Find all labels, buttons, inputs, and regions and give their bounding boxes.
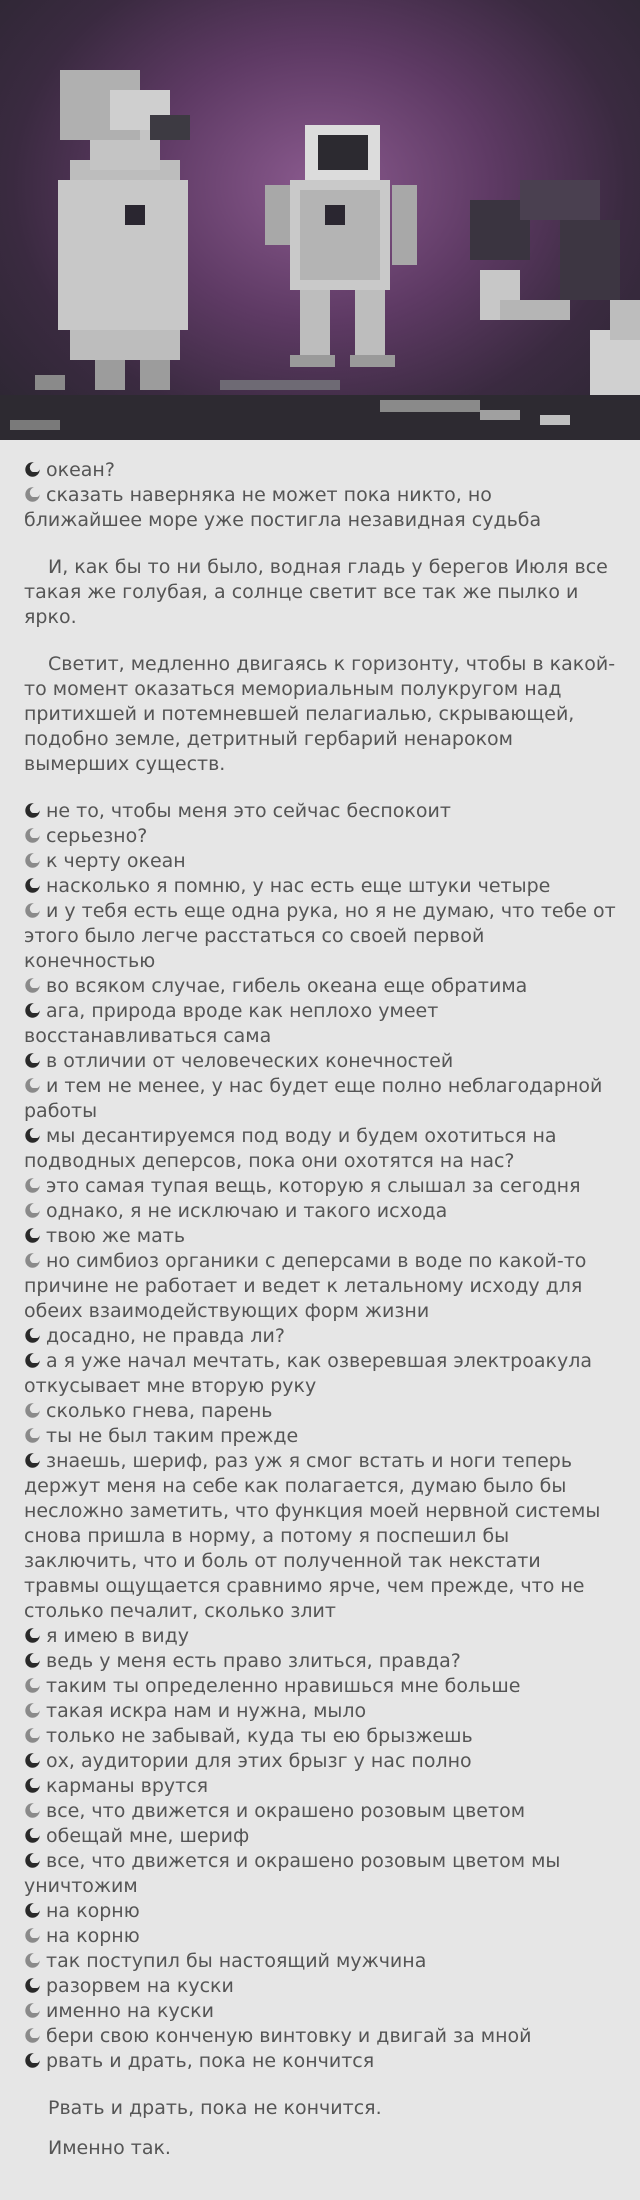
speaker-light-icon [24, 1727, 41, 1744]
center-figure [265, 125, 417, 367]
speaker-dark-icon [24, 1827, 41, 1844]
speaker-light-icon [24, 902, 41, 919]
dialogue-line [24, 1174, 616, 1199]
dialogue-text: на корню [46, 1900, 140, 1922]
dialogue-line [24, 2049, 616, 2074]
dialogue-text: мы десантируемся под воду и будем охотиться на подводных деперсов, пока они охотятся на нас? [24, 1125, 557, 1172]
ending-line-1: Рвать и драть, пока не кончится. [48, 2097, 382, 2119]
dialogue-text: серьезно? [46, 825, 148, 847]
speaker-dark-icon [24, 1777, 41, 1794]
dialogue-text: именно на куски [46, 2000, 214, 2022]
dialogue-line [24, 1449, 616, 1624]
dialogue-text: но симбиоз органики с деперсами в воде по какой-то причине не работает и ведет к летальному исходу для обеих взаимодействующих форм жизни [24, 1250, 587, 1322]
speaker-dark-icon [24, 2052, 41, 2069]
speaker-light-icon [24, 977, 41, 994]
dialogue-text: ага, природа вроде как неплохо умеет восстанавливаться сама [24, 1000, 439, 1047]
dialogue-line [24, 1949, 616, 1974]
speaker-light-icon [24, 1702, 41, 1719]
dialogue-line [24, 458, 616, 483]
dialogue-text: бери свою конченую винтовку и двигай за мной [46, 2025, 532, 2047]
speaker-light-icon [24, 827, 41, 844]
speaker-dark-icon [24, 877, 41, 894]
speaker-light-icon [24, 2027, 41, 2044]
speaker-light-icon [24, 1427, 41, 1444]
speaker-light-icon [24, 1402, 41, 1419]
dialogue-line [24, 1199, 616, 1224]
left-figure [35, 70, 190, 390]
dialogue-line [24, 1224, 616, 1249]
dialogue-line [24, 1324, 616, 1349]
narration-paragraph: Светит, медленно двигаясь к горизонту, чтобы в какой-то момент оказаться мемориальным полукругом над притихшей и потемневшей пелагиалью, скрывающей, подобно земле, детритный гербарий ненароком вымерших существ. [24, 653, 616, 775]
speaker-dark-icon [24, 1452, 41, 1469]
speaker-dark-icon [24, 802, 41, 819]
speaker-dark-icon [24, 1052, 41, 1069]
speaker-light-icon [24, 2002, 41, 2019]
dialogue-text: океан? [46, 459, 115, 481]
dialogue-line [24, 1424, 616, 1449]
dialogue-text: так поступил бы настоящий мужчина [46, 1950, 427, 1972]
dialogue-line [24, 824, 616, 849]
speaker-light-icon [24, 486, 41, 503]
dialogue-line [24, 1624, 616, 1649]
dialogue-line [24, 1849, 616, 1899]
speaker-light-icon [24, 1952, 41, 1969]
dialogue-line [24, 1349, 616, 1399]
dialogue-text: насколько я помню, у нас есть еще штуки четыре [46, 875, 551, 897]
speaker-light-icon [24, 1802, 41, 1819]
speaker-dark-icon [24, 1752, 41, 1769]
dialogue-block-b [24, 799, 616, 2074]
dialogue-text: на корню [46, 1925, 140, 1947]
dialogue-text: такая искра нам и нужна, мыло [46, 1700, 367, 1722]
speaker-dark-icon [24, 1327, 41, 1344]
speaker-light-icon [24, 852, 41, 869]
speaker-dark-icon [24, 461, 41, 478]
dialogue-line [24, 1999, 616, 2024]
dialogue-text: я имею в виду [46, 1625, 190, 1647]
dialogue-text: карманы врутся [46, 1775, 209, 1797]
speaker-dark-icon [24, 1352, 41, 1369]
speaker-dark-icon [24, 1902, 41, 1919]
dialogue-text: не то, чтобы меня это сейчас беспокоит [46, 800, 451, 822]
dialogue-text: рвать и драть, пока не кончится [46, 2050, 375, 2072]
dialogue-text: знаешь, шериф, раз уж я смог встать и ноги теперь держут меня на себе как полагается, думаю было бы несложно заметить, что функция моей нервной системы снова пришла в норму, а потому я поспешил бы заключить, что и боль от полученной так некстати травмы ощущается сравнимо ярче, чем прежде, что не столько печалит, сколько злит [24, 1450, 601, 1622]
dialogue-text: только не забывай, куда ты ею брызжешь [46, 1725, 473, 1747]
dialogue-text: ох, аудитории для этих брызг у нас полно [46, 1750, 472, 1772]
pixel-art-illustration [0, 0, 640, 440]
dialogue-text: это самая тупая вещь, которую я слышал за сегодня [46, 1175, 581, 1197]
speaker-dark-icon [24, 1977, 41, 1994]
dialogue-line [24, 1824, 616, 1849]
story-content [0, 440, 640, 2161]
dialogue-line [24, 1124, 616, 1174]
dialogue-text: досадно, не правда ли? [46, 1325, 285, 1347]
dialogue-line [24, 1974, 616, 1999]
speaker-dark-icon [24, 1127, 41, 1144]
dialogue-text: ведь у меня есть право злиться, правда? [46, 1650, 461, 1672]
dialogue-text: обещай мне, шериф [46, 1825, 250, 1847]
dialogue-line [24, 1649, 616, 1674]
dialogue-line [24, 1799, 616, 1824]
dialogue-line [24, 2024, 616, 2049]
dialogue-text: все, что движется и окрашено розовым цветом мы уничтожим [24, 1850, 561, 1897]
ending-line-2: Именно так. [48, 2137, 171, 2159]
dialogue-line [24, 999, 616, 1049]
dialogue-block-a [24, 458, 616, 533]
dialogue-line [24, 974, 616, 999]
speaker-light-icon [24, 1252, 41, 1269]
dialogue-text: все, что движется и окрашено розовым цветом [46, 1800, 526, 1822]
speaker-light-icon [24, 1927, 41, 1944]
dialogue-text: сказать наверняка не может пока никто, но ближайшее море уже постигла незавидная судьба [24, 484, 542, 531]
dialogue-text: сколько гнева, парень [46, 1400, 273, 1422]
dialogue-line [24, 1399, 616, 1424]
dialogue-line [24, 874, 616, 899]
dialogue-line [24, 799, 616, 824]
dialogue-text: к черту океан [46, 850, 186, 872]
dialogue-line [24, 1674, 616, 1699]
speaker-light-icon [24, 1077, 41, 1094]
dialogue-line [24, 899, 616, 974]
dialogue-text: разорвем на куски [46, 1975, 234, 1997]
dialogue-text: а я уже начал мечтать, как озверевшая электроакула откусывает мне вторую руку [24, 1350, 592, 1397]
dialogue-line [24, 1249, 616, 1324]
speaker-dark-icon [24, 1627, 41, 1644]
dialogue-text: однако, я не исключаю и такого исхода [46, 1200, 448, 1222]
speaker-dark-icon [24, 1652, 41, 1669]
dialogue-text: таким ты определенно нравишься мне больше [46, 1675, 521, 1697]
speaker-dark-icon [24, 1852, 41, 1869]
dialogue-line [24, 1899, 616, 1924]
dialogue-line [24, 1924, 616, 1949]
speaker-light-icon [24, 1177, 41, 1194]
dialogue-line [24, 1774, 616, 1799]
dialogue-line [24, 1724, 616, 1749]
dialogue-text: и у тебя есть еще одна рука, но я не думаю, что тебе от этого было легче расстаться со своей первой конечностью [24, 900, 616, 972]
dialogue-text: ты не был таким прежде [46, 1425, 299, 1447]
narration-block [24, 555, 616, 777]
dialogue-line [24, 1749, 616, 1774]
speaker-light-icon [24, 1202, 41, 1219]
dialogue-text: во всяком случае, гибель океана еще обратима [46, 975, 528, 997]
speaker-dark-icon [24, 1227, 41, 1244]
narration-paragraph: И, как бы то ни было, водная гладь у берегов Июля все такая же голубая, а солнце светит все так же пылко и ярко. [24, 556, 608, 628]
dialogue-line [24, 849, 616, 874]
dialogue-text: твою же мать [46, 1225, 186, 1247]
hero-illustration [0, 0, 640, 440]
dialogue-line [24, 483, 616, 533]
dialogue-text: в отличии от человеческих конечностей [46, 1050, 454, 1072]
speaker-dark-icon [24, 1002, 41, 1019]
speaker-light-icon [24, 1677, 41, 1694]
dialogue-text: и тем не менее, у нас будет еще полно неблагодарной работы [24, 1075, 603, 1122]
dialogue-line [24, 1699, 616, 1724]
dialogue-line [24, 1074, 616, 1124]
dialogue-line [24, 1049, 616, 1074]
